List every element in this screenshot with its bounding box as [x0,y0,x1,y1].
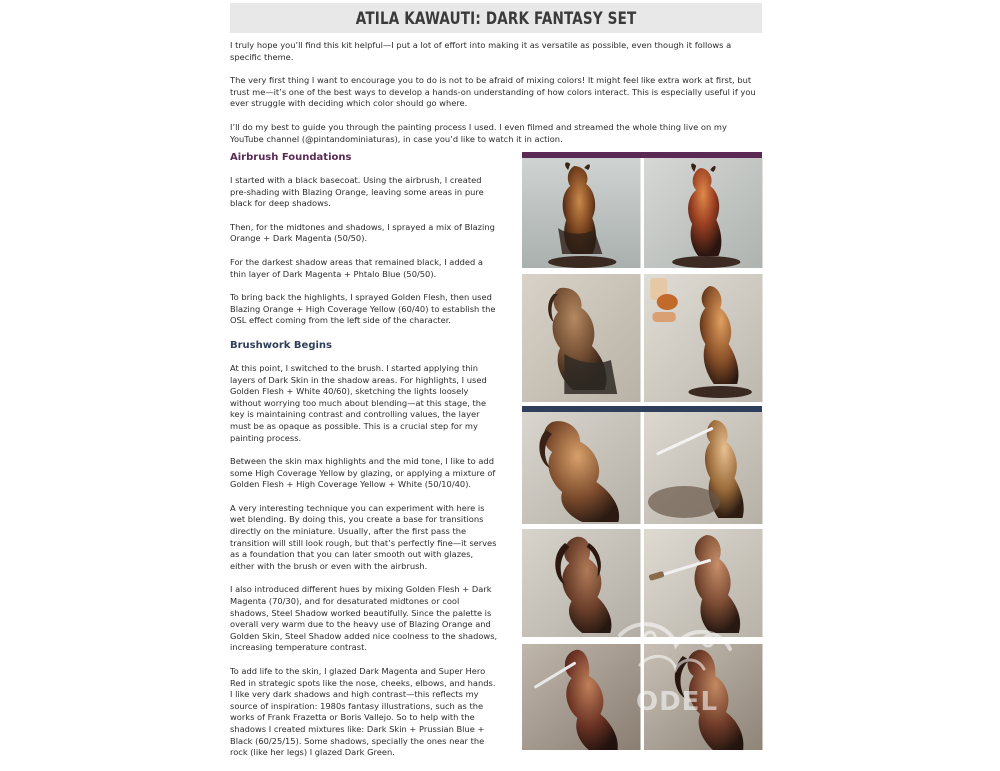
miniature-photo [644,412,763,524]
miniature-photo [522,158,641,268]
page-title: ATILA KAWAUTI: DARK FANTASY SET [355,8,637,28]
photo-row-4 [522,529,762,637]
watermark-text: ODEL [636,687,719,717]
photo-row-2 [522,274,762,402]
intro-section [230,40,762,157]
body-paragraph: At this point, I switched to the brush. I started applying thin layers of Dark Skin in the shadow areas. For highlights, I used Golden Flesh + White 40/60), sketching the lights loosely without worrying too much about blending—at this stage, the key is maintaining contrast and controlling values, the layer must be as opaque as possible. This is a crucial step for my painting process. [230,362,487,443]
section-heading-brushwork: Brushwork Begins [230,339,332,351]
miniature-photo [644,529,763,637]
section-heading-airbrush: Airbrush Foundations [230,152,352,163]
intro-paragraph: I truly hope you’ll find this kit helpful—I put a lot of effort into making it as versatile as possible, even though it follows a specific theme. [230,40,732,62]
title-bar [230,3,762,33]
text-column [230,151,498,771]
body-paragraph: I started with a black basecoat. Using the airbrush, I created pre-shading with Blazing Orange, leaving some areas in pure black for deep shadows. [230,175,484,209]
miniature-photo [522,529,641,637]
miniature-photo [522,274,641,402]
miniature-photo [522,412,641,524]
article-page [230,0,762,758]
intro-paragraph: The very first thing I want to encourage you to do is not to be afraid of mixing colors! It might feel like extra work at first, but trust me—it’s one of the best ways to develop a hands-on understanding of how colors interact. This is especially useful if you ever struggle with deciding which color should go where. [230,75,756,109]
intro-paragraph: I’ll do my best to guide you through the painting process I used. I even filmed and streamed the whole thing live on my YouTube channel (@pintandominiaturas), in case you’d like to watch it in action. [230,121,727,144]
miniature-photo [522,644,641,750]
photo-row-3 [522,412,762,524]
miniature-photo [644,644,763,750]
photo-row-1 [522,158,762,268]
body-paragraph: For the darkest shadow areas that remained black, I added a thin layer of Dark Magenta + Phtalo Blue (50/50). [230,256,483,279]
miniature-photo [644,274,763,402]
body-paragraph: To bring back the highlights, I sprayed Golden Flesh, then used Blazing Orange + High Coverage Yellow (60/40) to establish the OSL effect coming from the left side of the character. [230,292,496,326]
miniature-photo [644,158,763,268]
body-paragraph: Then, for the midtones and shadows, I sprayed a mix of Blazing Orange + Dark Magenta (50/50). [230,221,495,244]
body-paragraph: A very interesting technique you can experiment with here is wet blending. By doing this, you create a base for transitions directly on the miniature. Usually, after the first pass the transition will still look rough, but that’s perfectly fine—it serves as a foundation that you can later smooth out with glazes, either with the brush or even with the airbrush. [230,502,497,571]
body-paragraph: Between the skin max highlights and the mid tone, I like to add some High Coverage Yellow by glazing, or applying a mixture of Golden Flesh + High Coverage Yellow + White (50/10/40). [230,456,496,490]
body-paragraph: I also introduced different hues by mixing Golden Flesh + Dark Magenta (70/30), and for desaturated midtones or cool shadows, Steel Shadow worked beautifully. Since the palette is overall very warm due to the heavy use of Blazing Orange and Golden Skin, Steel Shadow added nice coolness to the shadows, increasing temperature contrast. [230,584,498,653]
photo-row-5 [522,644,762,750]
body-paragraph: To add life to the skin, I glazed Dark Magenta and Super Hero Red in strategic spots like the nose, cheeks, elbows, and hands. I like very dark shadows and high contrast—this reflects my source of inspiration: 1980s fantasy illustrations, such as the works of Frank Frazetta or Boris Vallejo. So to help with the shadows I created mixtures like: Dark Skin + Prussian Blue + Black (60/25/15). Some shadows, specially the ones near the rock (like her legs) I glazed Dark Green. [230,666,496,758]
